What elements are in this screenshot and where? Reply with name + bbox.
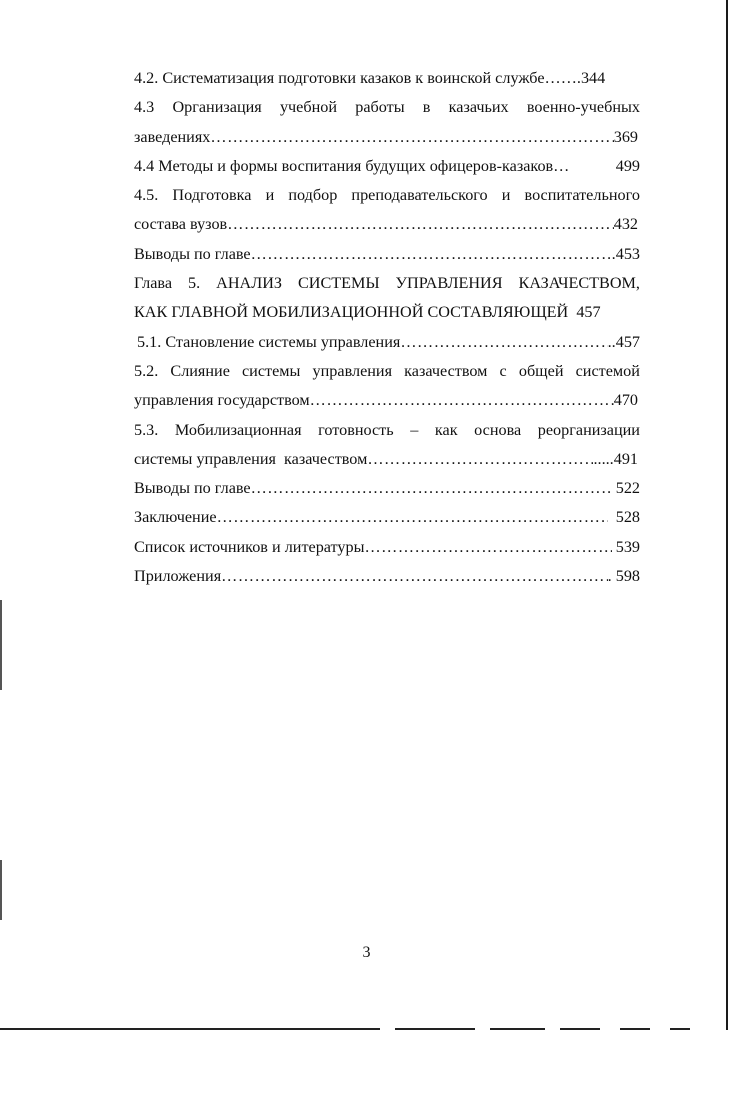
toc-entry-page: 539 <box>611 537 640 556</box>
toc-leader <box>251 474 612 503</box>
toc-word: готовность <box>318 420 394 439</box>
toc-word: и <box>265 186 275 205</box>
page-number: 3 <box>362 944 371 961</box>
toc-chapter-line2: КАК ГЛАВНОЙ МОБИЛИЗАЦИОННОЙ СОСТАВЛЯЮЩЕЙ 457 <box>134 303 601 322</box>
toc-entry <box>134 562 640 591</box>
toc-entry-line2 <box>134 445 638 474</box>
toc-entry-page: 522 <box>611 479 640 498</box>
toc-word: – <box>410 420 419 439</box>
toc-word: реорганизации <box>537 420 640 439</box>
toc-entry <box>134 533 640 562</box>
toc-entry-title: состава вузов <box>134 215 228 234</box>
toc-leader <box>227 210 614 239</box>
toc-word: АНАЛИЗ <box>216 274 282 293</box>
toc-word: Мобилизационная <box>174 420 302 439</box>
toc-word: казачьих <box>448 98 509 117</box>
toc-entry-line1 <box>134 357 640 386</box>
toc-word: системы <box>242 361 301 380</box>
toc-entry-page: . 598 <box>607 567 640 586</box>
toc-word: и <box>501 186 511 205</box>
scan-edge-bottom <box>395 1028 475 1030</box>
toc-word: КАЗАЧЕСТВОМ, <box>518 274 640 293</box>
toc-leader <box>400 328 607 357</box>
toc-entry-title: 4.4 Методы и формы воспитания будущих офицеров-казаков… <box>134 156 570 175</box>
toc-entry <box>134 64 640 93</box>
toc-entry-page: .453 <box>611 244 640 263</box>
toc-entry-page: 432 <box>613 215 638 234</box>
toc-entry-title: 5.1. Становление системы управления <box>137 332 401 351</box>
toc-word: управления <box>312 361 393 380</box>
toc-entry-line2 <box>134 386 638 415</box>
toc-entry-title: Приложения <box>134 567 222 586</box>
toc-entry-line2 <box>134 123 638 152</box>
toc-word: Организация <box>172 98 262 117</box>
toc-word: системой <box>575 361 640 380</box>
toc-leader <box>251 240 612 269</box>
toc-word: общей <box>518 361 564 380</box>
toc-word: в <box>422 98 431 117</box>
toc-entry <box>134 328 640 357</box>
toc-entry-page: 528 <box>607 508 640 527</box>
scan-edge-bottom <box>0 1028 380 1030</box>
toc-entry-page: 499 <box>615 156 640 175</box>
scan-edge-bottom <box>490 1028 545 1030</box>
toc-word: СИСТЕМЫ <box>297 274 380 293</box>
scan-edge-right <box>726 0 728 1030</box>
toc-word: 5. <box>188 274 201 293</box>
scan-edge-bottom <box>560 1028 600 1030</box>
toc-entry-title: системы управления казачеством <box>134 449 368 468</box>
toc-chapter-line1 <box>134 269 640 298</box>
toc-entry <box>134 503 640 532</box>
toc-entry-page: ..457 <box>607 332 640 351</box>
toc-word: 4.3 <box>134 98 155 117</box>
toc-word: военно-учебных <box>526 98 640 117</box>
toc-word: основа <box>474 420 522 439</box>
toc-entry-title: Выводы по главе <box>134 479 251 498</box>
toc-leader <box>310 386 614 415</box>
toc-entry-title: Заключение <box>134 508 217 527</box>
toc-entry-page: .....491 <box>593 449 638 468</box>
toc-entry-line1 <box>134 181 640 210</box>
toc-leader <box>210 123 613 152</box>
toc-entry-title: заведениях <box>134 127 211 146</box>
toc-entry-line1 <box>134 93 640 122</box>
toc-leader <box>221 562 607 591</box>
toc-word: как <box>434 420 458 439</box>
toc-word: Глава <box>134 274 173 293</box>
scan-edge-left-mark <box>0 600 2 690</box>
toc-entry <box>134 152 640 181</box>
toc-entry-title: Выводы по главе <box>134 244 251 263</box>
toc-entry-page: 369 <box>613 127 638 146</box>
toc-word: 5.2. <box>134 361 159 380</box>
toc-entry-title: 4.2. Систематизация подготовки казаков к воинской службе <box>134 69 545 87</box>
toc-entry-line1 <box>134 416 640 445</box>
toc-word: работы <box>355 98 405 117</box>
toc-entry-line2 <box>134 210 638 239</box>
toc-leader <box>217 503 608 532</box>
toc-word: 5.3. <box>134 420 159 439</box>
toc-leader <box>367 445 593 474</box>
toc-entry-page: 470 <box>613 391 638 410</box>
toc-entry <box>134 474 640 503</box>
toc-leader <box>364 533 611 562</box>
table-of-contents <box>134 64 640 591</box>
toc-entry-title: Список источников и литературы <box>134 537 365 556</box>
scan-edge-left-mark <box>0 860 2 920</box>
toc-word: учебной <box>279 98 338 117</box>
toc-word: УПРАВЛЕНИЯ <box>395 274 503 293</box>
toc-word: с <box>499 361 507 380</box>
toc-word: подбор <box>288 186 338 205</box>
toc-word: 4.5. <box>134 186 159 205</box>
scan-edge-bottom <box>670 1028 690 1030</box>
toc-word: Подготовка <box>172 186 252 205</box>
toc-word: воспитательного <box>524 186 640 205</box>
scan-edge-bottom <box>620 1028 650 1030</box>
toc-entry <box>134 240 640 269</box>
toc-word: преподавательского <box>351 186 488 205</box>
toc-entry-title: управления государством <box>134 391 310 410</box>
toc-entry-page: …….344 <box>544 69 606 87</box>
toc-word: Слияние <box>170 361 230 380</box>
toc-word: казачеством <box>404 361 488 380</box>
